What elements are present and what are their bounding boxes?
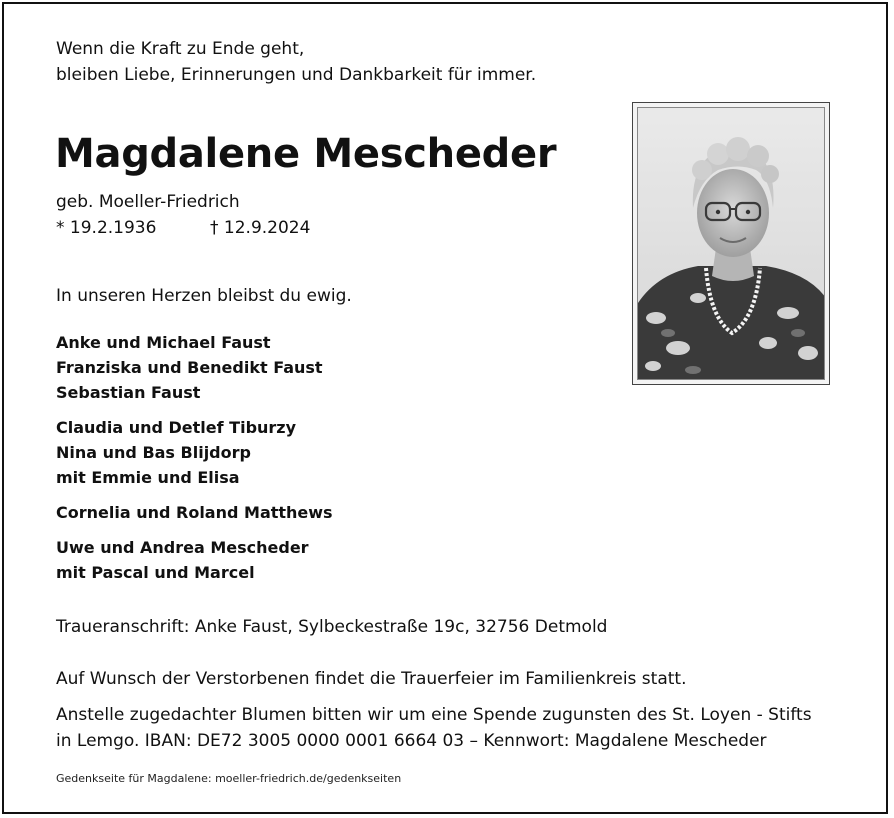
mourner-line: Cornelia und Roland Matthews [56, 503, 333, 522]
life-dates [56, 216, 311, 240]
mourner-line: Claudia und Detlef Tiburzy [56, 418, 297, 437]
motto-line-1: Wenn die Kraft zu Ende geht, [56, 39, 305, 59]
memorial-page-link: Gedenkseite für Magdalene: moeller-friedrich.de/gedenkseiten [56, 772, 402, 785]
mourner-line: Nina und Bas Blijdorp [56, 443, 251, 462]
mourner-line: mit Pascal und Marcel [56, 563, 255, 582]
ceremony-notice: Auf Wunsch der Verstorbenen findet die Trauerfeier im Familienkreis statt. [56, 669, 687, 689]
mourner-group [56, 535, 333, 585]
mourner-line: Franziska und Benedikt Faust [56, 358, 323, 377]
birth-date: * 19.2.1936 [56, 218, 157, 238]
mourner-line: mit Emmie und Elisa [56, 468, 240, 487]
mourners-list [56, 330, 333, 595]
heart-line: In unseren Herzen bleibst du ewig. [56, 286, 352, 306]
mourner-line: Sebastian Faust [56, 383, 201, 402]
mourning-address: Traueranschrift: Anke Faust, Sylbeckestraße 19c, 32756 Detmold [56, 617, 608, 637]
mourner-line: Uwe und Andrea Mescheder [56, 538, 309, 557]
mourner-line: Anke und Michael Faust [56, 333, 271, 352]
donation-request [56, 702, 812, 754]
deceased-name: Magdalene Mescheder [55, 131, 557, 177]
birth-name: geb. Moeller-Friedrich [56, 192, 240, 212]
death-date: † 12.9.2024 [210, 218, 311, 238]
portrait-photo [632, 102, 830, 385]
mourner-group [56, 500, 333, 525]
mourner-group [56, 330, 333, 405]
donation-line-2: in Lemgo. IBAN: DE72 3005 0000 0001 6664 03 – Kennwort: Magdalene Mescheder [56, 731, 767, 751]
motto-line-2: bleiben Liebe, Erinnerungen und Dankbarkeit für immer. [56, 65, 537, 85]
mourner-group [56, 415, 333, 490]
motto [56, 36, 536, 88]
portrait-image [637, 107, 825, 380]
donation-line-1: Anstelle zugedachter Blumen bitten wir um eine Spende zugunsten des St. Loyen - Stifts [56, 705, 812, 725]
